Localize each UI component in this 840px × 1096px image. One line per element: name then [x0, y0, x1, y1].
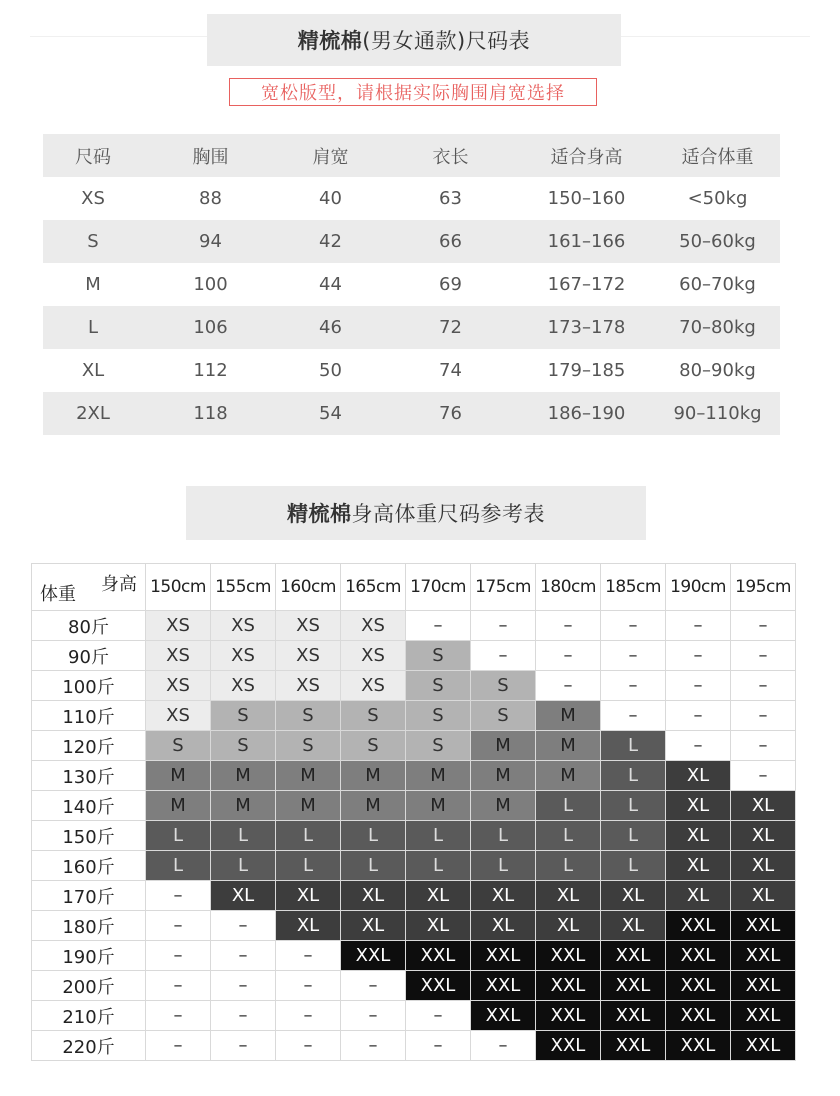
matrix-row: [32, 821, 796, 851]
matrix-size-cell: XS: [146, 701, 211, 731]
size-table-header-cell: 尺码: [75, 146, 111, 168]
matrix-weight-header: 160斤: [32, 851, 146, 881]
matrix-size-cell: M: [406, 791, 471, 821]
matrix-weight-header: 220斤: [32, 1031, 146, 1061]
matrix-size-cell: –: [666, 701, 731, 731]
matrix-size-cell: –: [471, 1031, 536, 1061]
matrix-size-cell: –: [341, 1001, 406, 1031]
matrix-size-cell: XXL: [666, 1001, 731, 1031]
matrix-size-cell: –: [276, 1001, 341, 1031]
matrix-size-cell: XXL: [666, 911, 731, 941]
matrix-size-cell: L: [406, 851, 471, 881]
matrix-size-cell: S: [406, 731, 471, 761]
matrix-size-cell: –: [731, 761, 796, 791]
reference-chart-title-rest: 身高体重尺码参考表: [351, 502, 545, 526]
matrix-size-cell: M: [146, 761, 211, 791]
matrix-size-cell: –: [666, 641, 731, 671]
matrix-size-cell: XL: [666, 761, 731, 791]
matrix-size-cell: –: [601, 611, 666, 641]
matrix-weight-header: 200斤: [32, 971, 146, 1001]
matrix-height-header: 190cm: [666, 564, 731, 611]
matrix-size-cell: XXL: [341, 941, 406, 971]
matrix-size-cell: XXL: [601, 971, 666, 1001]
matrix-size-cell: –: [601, 641, 666, 671]
size-table-cell: 80–90kg: [679, 360, 756, 381]
size-table-cell: 186–190: [547, 403, 626, 424]
matrix-size-cell: XL: [666, 851, 731, 881]
matrix-size-cell: S: [211, 731, 276, 761]
matrix-size-cell: S: [406, 671, 471, 701]
matrix-size-cell: –: [211, 1001, 276, 1031]
matrix-corner-height-label: 身高: [101, 574, 137, 595]
size-table-cell: 40: [319, 188, 342, 209]
matrix-size-cell: –: [601, 671, 666, 701]
matrix-height-header: 170cm: [406, 564, 471, 611]
matrix-size-cell: XXL: [536, 1001, 601, 1031]
matrix-size-cell: L: [536, 821, 601, 851]
matrix-weight-header: 110斤: [32, 701, 146, 731]
matrix-size-cell: M: [211, 791, 276, 821]
matrix-weight-header: 150斤: [32, 821, 146, 851]
matrix-size-cell: L: [601, 821, 666, 851]
matrix-size-cell: XL: [341, 881, 406, 911]
matrix-size-cell: –: [536, 671, 601, 701]
matrix-size-cell: L: [341, 851, 406, 881]
matrix-size-cell: M: [471, 731, 536, 761]
matrix-height-header: 185cm: [601, 564, 666, 611]
matrix-size-cell: L: [471, 851, 536, 881]
matrix-size-cell: XL: [341, 911, 406, 941]
matrix-size-cell: –: [146, 971, 211, 1001]
matrix-size-cell: M: [211, 761, 276, 791]
matrix-row: [32, 761, 796, 791]
matrix-size-cell: –: [276, 971, 341, 1001]
size-table-cell: 150–160: [547, 188, 626, 209]
matrix-size-cell: XL: [731, 821, 796, 851]
size-table-cell: 76: [439, 403, 462, 424]
matrix-row: [32, 971, 796, 1001]
matrix-size-cell: XL: [276, 911, 341, 941]
size-table-cell: 118: [193, 403, 228, 424]
matrix-size-cell: XXL: [731, 911, 796, 941]
size-table-row: [43, 306, 780, 349]
size-table-row: [43, 349, 780, 392]
matrix-row: [32, 911, 796, 941]
matrix-size-cell: XL: [471, 881, 536, 911]
matrix-size-cell: XL: [731, 791, 796, 821]
matrix-row: [32, 671, 796, 701]
matrix-size-cell: XL: [276, 881, 341, 911]
matrix-weight-header: 140斤: [32, 791, 146, 821]
matrix-size-cell: XXL: [731, 1001, 796, 1031]
matrix-size-cell: XXL: [406, 971, 471, 1001]
matrix-size-cell: M: [536, 701, 601, 731]
size-table-header-cell: 衣长: [432, 146, 469, 168]
size-table-cell: 179–185: [547, 360, 626, 381]
matrix-size-cell: XL: [406, 911, 471, 941]
matrix-size-cell: XL: [666, 881, 731, 911]
matrix-size-cell: –: [731, 731, 796, 761]
matrix-height-header: 150cm: [146, 564, 211, 611]
size-table-header-cell: 适合体重: [681, 146, 754, 168]
matrix-row: [32, 941, 796, 971]
matrix-size-cell: M: [471, 791, 536, 821]
matrix-size-cell: L: [211, 851, 276, 881]
matrix-size-cell: –: [276, 941, 341, 971]
matrix-size-cell: S: [341, 731, 406, 761]
size-table-header-cell: 适合身高: [550, 146, 623, 168]
size-table-cell: 167–172: [547, 274, 626, 295]
matrix-size-cell: XXL: [471, 1001, 536, 1031]
matrix-size-cell: XXL: [471, 971, 536, 1001]
matrix-size-cell: –: [406, 611, 471, 641]
size-table-cell: 2XL: [76, 403, 110, 424]
matrix-size-cell: L: [211, 821, 276, 851]
matrix-size-cell: S: [211, 701, 276, 731]
matrix-size-cell: –: [211, 971, 276, 1001]
fit-note-badge: 宽松版型，请根据实际胸围肩宽选择: [229, 78, 597, 106]
matrix-size-cell: XXL: [406, 941, 471, 971]
matrix-size-cell: S: [406, 701, 471, 731]
matrix-size-cell: M: [341, 761, 406, 791]
size-table-cell: 46: [319, 317, 342, 338]
matrix-size-cell: –: [731, 701, 796, 731]
matrix-weight-header: 120斤: [32, 731, 146, 761]
matrix-size-cell: –: [146, 1001, 211, 1031]
matrix-size-cell: XXL: [666, 1031, 731, 1061]
matrix-size-cell: L: [276, 851, 341, 881]
matrix-size-cell: –: [666, 731, 731, 761]
matrix-row: [32, 611, 796, 641]
matrix-size-cell: XS: [211, 611, 276, 641]
matrix-size-cell: L: [276, 821, 341, 851]
matrix-size-cell: XXL: [666, 971, 731, 1001]
size-table-cell: M: [85, 274, 101, 295]
matrix-size-cell: –: [536, 611, 601, 641]
matrix-size-cell: –: [146, 1031, 211, 1061]
matrix-size-cell: S: [276, 731, 341, 761]
size-table-cell: 44: [319, 274, 342, 295]
size-table-cell: 173–178: [547, 317, 626, 338]
matrix-size-cell: M: [146, 791, 211, 821]
matrix-weight-header: 190斤: [32, 941, 146, 971]
size-table-cell: 94: [199, 231, 222, 252]
matrix-size-cell: XL: [601, 911, 666, 941]
size-table-row: [43, 220, 780, 263]
matrix-row: [32, 791, 796, 821]
matrix-size-cell: –: [731, 671, 796, 701]
matrix-size-cell: XL: [666, 821, 731, 851]
size-table-cell: 70–80kg: [679, 317, 756, 338]
matrix-size-cell: XL: [536, 881, 601, 911]
matrix-size-cell: XXL: [666, 941, 731, 971]
matrix-size-cell: –: [406, 1031, 471, 1061]
matrix-size-cell: XL: [731, 851, 796, 881]
matrix-size-cell: L: [536, 851, 601, 881]
matrix-size-cell: L: [536, 791, 601, 821]
matrix-size-cell: –: [211, 1031, 276, 1061]
matrix-size-cell: XS: [211, 641, 276, 671]
matrix-row: [32, 881, 796, 911]
matrix-height-header: 180cm: [536, 564, 601, 611]
matrix-size-cell: –: [731, 641, 796, 671]
matrix-size-cell: XXL: [731, 971, 796, 1001]
matrix-size-cell: XXL: [536, 971, 601, 1001]
size-table-cell: 90–110kg: [673, 403, 762, 424]
matrix-row: [32, 1001, 796, 1031]
size-table-row: [43, 263, 780, 306]
size-table-header-cell: 胸围: [192, 146, 229, 168]
size-table-cell: 100: [193, 274, 228, 295]
matrix-row: [32, 1031, 796, 1061]
size-table-cell: S: [87, 231, 99, 252]
matrix-size-cell: XL: [406, 881, 471, 911]
size-table: [43, 134, 780, 435]
matrix-size-cell: XL: [666, 791, 731, 821]
size-table-row: [43, 177, 780, 220]
matrix-height-header: 160cm: [276, 564, 341, 611]
matrix-height-header: 165cm: [341, 564, 406, 611]
size-table-cell: 161–166: [547, 231, 626, 252]
matrix-size-cell: XS: [146, 671, 211, 701]
reference-chart-title-bold: 精梳棉: [287, 502, 352, 526]
matrix-header-row: [32, 564, 796, 611]
matrix-weight-header: 170斤: [32, 881, 146, 911]
matrix-size-cell: XL: [731, 881, 796, 911]
matrix-size-cell: M: [276, 761, 341, 791]
size-table-header-cell: 肩宽: [312, 146, 349, 168]
matrix-size-cell: XS: [341, 611, 406, 641]
matrix-size-cell: XXL: [601, 1001, 666, 1031]
matrix-size-cell: –: [666, 611, 731, 641]
matrix-size-cell: –: [666, 671, 731, 701]
matrix-size-cell: XS: [341, 641, 406, 671]
matrix-size-cell: –: [146, 881, 211, 911]
matrix-size-cell: M: [341, 791, 406, 821]
matrix-size-cell: S: [341, 701, 406, 731]
matrix-corner-weight-label: 体重: [40, 584, 76, 605]
matrix-weight-header: 80斤: [32, 611, 146, 641]
size-table-cell: XS: [81, 188, 105, 209]
matrix-size-cell: L: [341, 821, 406, 851]
matrix-size-cell: S: [276, 701, 341, 731]
matrix-size-cell: L: [146, 851, 211, 881]
size-table-cell: <50kg: [687, 188, 748, 209]
matrix-size-cell: –: [731, 611, 796, 641]
matrix-row: [32, 851, 796, 881]
matrix-size-cell: M: [276, 791, 341, 821]
matrix-row: [32, 641, 796, 671]
matrix-weight-header: 100斤: [32, 671, 146, 701]
matrix-size-cell: –: [211, 911, 276, 941]
matrix-row: [32, 731, 796, 761]
matrix-height-header: 175cm: [471, 564, 536, 611]
size-table-cell: 69: [439, 274, 462, 295]
matrix-size-cell: XL: [536, 911, 601, 941]
matrix-size-cell: XS: [146, 641, 211, 671]
matrix-size-cell: –: [536, 641, 601, 671]
matrix-size-cell: M: [536, 761, 601, 791]
matrix-size-cell: –: [601, 701, 666, 731]
size-table-cell: 72: [439, 317, 462, 338]
matrix-size-cell: L: [601, 791, 666, 821]
matrix-weight-header: 210斤: [32, 1001, 146, 1031]
matrix-size-cell: XXL: [536, 1031, 601, 1061]
matrix-size-cell: –: [471, 611, 536, 641]
matrix-size-cell: XL: [211, 881, 276, 911]
size-table-cell: 88: [199, 188, 222, 209]
matrix-size-cell: XS: [211, 671, 276, 701]
size-table-cell: 54: [319, 403, 342, 424]
matrix-size-cell: M: [471, 761, 536, 791]
size-chart-title: [207, 14, 621, 66]
matrix-size-cell: XL: [601, 881, 666, 911]
matrix-weight-header: 130斤: [32, 761, 146, 791]
matrix-size-cell: S: [406, 641, 471, 671]
matrix-size-cell: –: [146, 941, 211, 971]
matrix-size-cell: L: [146, 821, 211, 851]
matrix-size-cell: –: [471, 641, 536, 671]
matrix-size-cell: XXL: [536, 941, 601, 971]
size-table-cell: 63: [439, 188, 462, 209]
matrix-size-cell: –: [341, 971, 406, 1001]
matrix-size-cell: XS: [276, 671, 341, 701]
size-table-cell: 50–60kg: [679, 231, 756, 252]
matrix-height-header: 155cm: [211, 564, 276, 611]
matrix-size-cell: S: [146, 731, 211, 761]
size-chart-title-bold: 精梳棉: [297, 29, 363, 53]
height-weight-matrix: [31, 563, 796, 1061]
matrix-size-cell: –: [406, 1001, 471, 1031]
matrix-size-cell: XS: [276, 641, 341, 671]
matrix-size-cell: L: [406, 821, 471, 851]
size-table-cell: 106: [193, 317, 228, 338]
reference-chart-title: [186, 486, 646, 540]
matrix-size-cell: XXL: [601, 941, 666, 971]
size-table-cell: 50: [319, 360, 342, 381]
matrix-size-cell: –: [211, 941, 276, 971]
size-table-cell: 66: [439, 231, 462, 252]
matrix-size-cell: –: [276, 1031, 341, 1061]
matrix-weight-header: 90斤: [32, 641, 146, 671]
size-table-cell: 112: [193, 360, 228, 381]
size-table-cell: 42: [319, 231, 342, 252]
size-table-cell: 74: [439, 360, 462, 381]
matrix-size-cell: L: [601, 851, 666, 881]
matrix-size-cell: XS: [341, 671, 406, 701]
matrix-size-cell: S: [471, 671, 536, 701]
matrix-size-cell: XS: [276, 611, 341, 641]
matrix-size-cell: XXL: [601, 1031, 666, 1061]
size-chart-title-rest: (男女通款)尺码表: [362, 29, 531, 53]
matrix-size-cell: L: [601, 761, 666, 791]
matrix-size-cell: XXL: [471, 941, 536, 971]
matrix-height-header: 195cm: [731, 564, 796, 611]
matrix-size-cell: XS: [146, 611, 211, 641]
matrix-size-cell: M: [536, 731, 601, 761]
size-table-header: [43, 134, 780, 177]
matrix-row: [32, 701, 796, 731]
matrix-size-cell: S: [471, 701, 536, 731]
matrix-size-cell: L: [601, 731, 666, 761]
size-table-cell: L: [87, 317, 99, 338]
size-table-cell: XL: [81, 360, 105, 381]
size-table-cell: 60–70kg: [679, 274, 756, 295]
matrix-size-cell: XXL: [731, 1031, 796, 1061]
matrix-size-cell: XXL: [731, 941, 796, 971]
matrix-corner-cell: [32, 564, 146, 611]
matrix-size-cell: –: [341, 1031, 406, 1061]
matrix-weight-header: 180斤: [32, 911, 146, 941]
matrix-size-cell: M: [406, 761, 471, 791]
size-table-row: [43, 392, 780, 435]
matrix-size-cell: L: [471, 821, 536, 851]
matrix-size-cell: –: [146, 911, 211, 941]
matrix-size-cell: XL: [471, 911, 536, 941]
